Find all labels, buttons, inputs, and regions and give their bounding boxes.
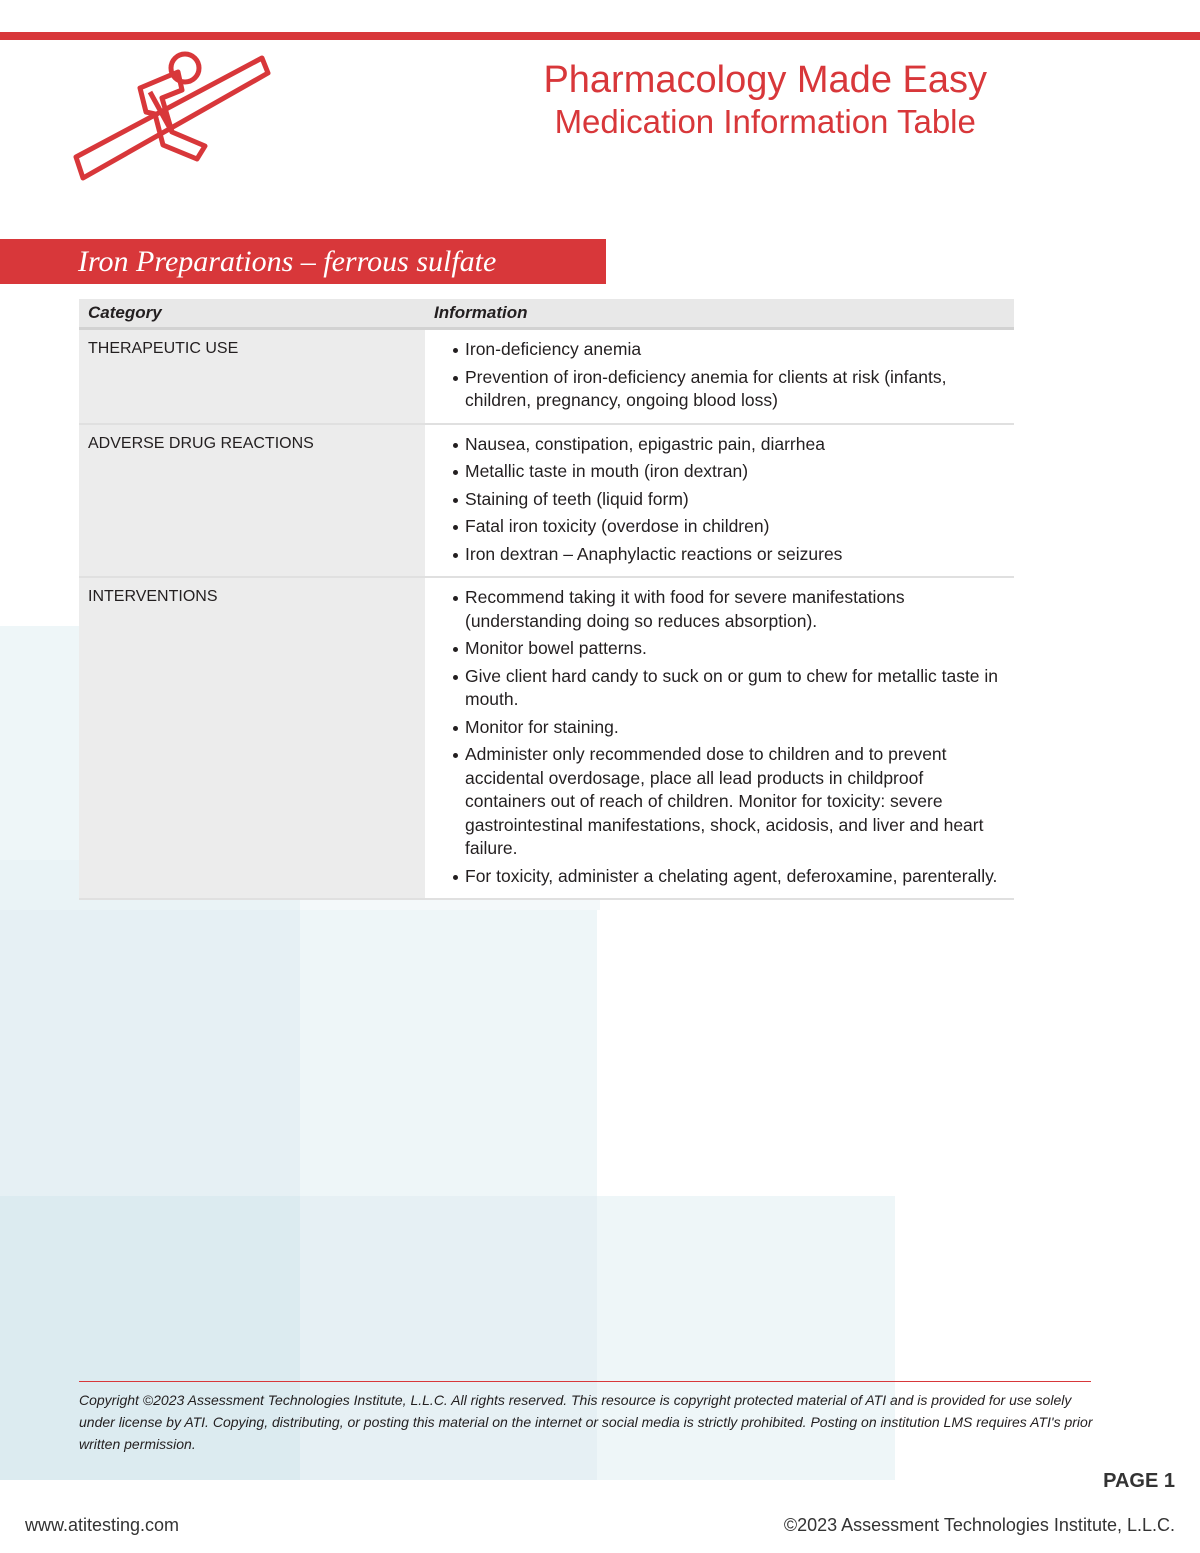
table-row [79, 424, 1014, 578]
table-row [79, 577, 1014, 899]
list-item: Metallic taste in mouth (iron dextran) [453, 460, 1004, 484]
list-item: Staining of teeth (liquid form) [453, 488, 1004, 512]
list-item: Prevention of iron-deficiency anemia for clients at risk (infants, children, pregnancy, ongoing blood loss) [453, 366, 1004, 413]
background-block [0, 626, 80, 860]
page-subtitle: Medication Information Table [554, 103, 976, 140]
category-cell: INTERVENTIONS [79, 577, 425, 899]
list-item: Monitor for staining. [453, 716, 1004, 740]
list-item: Give client hard candy to suck on or gum to chew for metallic taste in mouth. [453, 665, 1004, 712]
medication-table [79, 299, 1014, 900]
category-cell: THERAPEUTIC USE [79, 329, 425, 424]
information-cell [425, 577, 1014, 899]
top-accent-bar [0, 32, 1200, 40]
table-row [79, 329, 1014, 424]
list-item: Administer only recommended dose to children and to prevent accidental overdosage, place all lead products in childproof containers out of reach of children. Monitor for toxicity: severe gastrointestinal manifestations, shock, acidosis, and liver and heart failure. [453, 743, 1004, 861]
footer-divider [79, 1381, 1091, 1382]
section-banner: Iron Preparations – ferrous sulfate [0, 239, 606, 284]
list-item: Recommend taking it with food for severe manifestations (understanding doing so reduces absorption). [453, 586, 1004, 633]
list-item: Fatal iron toxicity (overdose in children) [453, 515, 1004, 539]
document-title [543, 58, 987, 142]
information-cell [425, 424, 1014, 578]
table-header-row [79, 299, 1014, 329]
page-title: Pharmacology Made Easy [543, 59, 987, 101]
ati-figure-logo-icon [70, 48, 275, 188]
list-item: Nausea, constipation, epigastric pain, diarrhea [453, 433, 1004, 457]
background-block [300, 910, 597, 1196]
category-cell: ADVERSE DRUG REACTIONS [79, 424, 425, 578]
column-header-information: Information [425, 299, 1014, 329]
column-header-category: Category [79, 299, 425, 329]
bullet-list [453, 433, 1004, 567]
page-number: PAGE 1 [1103, 1470, 1175, 1492]
website-link[interactable]: www.atitesting.com [25, 1515, 180, 1535]
information-cell [425, 329, 1014, 424]
list-item: Iron-deficiency anemia [453, 338, 1004, 362]
list-item: For toxicity, administer a chelating agent, deferoxamine, parenterally. [453, 865, 1004, 889]
list-item: Iron dextran – Anaphylactic reactions or seizures [453, 543, 1004, 567]
copyright-notice: Copyright ©2023 Assessment Technologies Institute, L.L.C. All rights reserved. This resource is copyright protected material of ATI and is provided for use solely under license by ATI. Copying, distributing, or posting this material on the internet or social media is strictly prohibited. Posting on institution LMS requires ATI's prior written permission. [79, 1392, 1093, 1452]
bullet-list [453, 338, 1004, 413]
company-copyright: ©2023 Assessment Technologies Institute, L.L.C. [783, 1515, 1175, 1535]
bullet-list [453, 586, 1004, 888]
background-block [0, 910, 300, 1196]
list-item: Monitor bowel patterns. [453, 637, 1004, 661]
